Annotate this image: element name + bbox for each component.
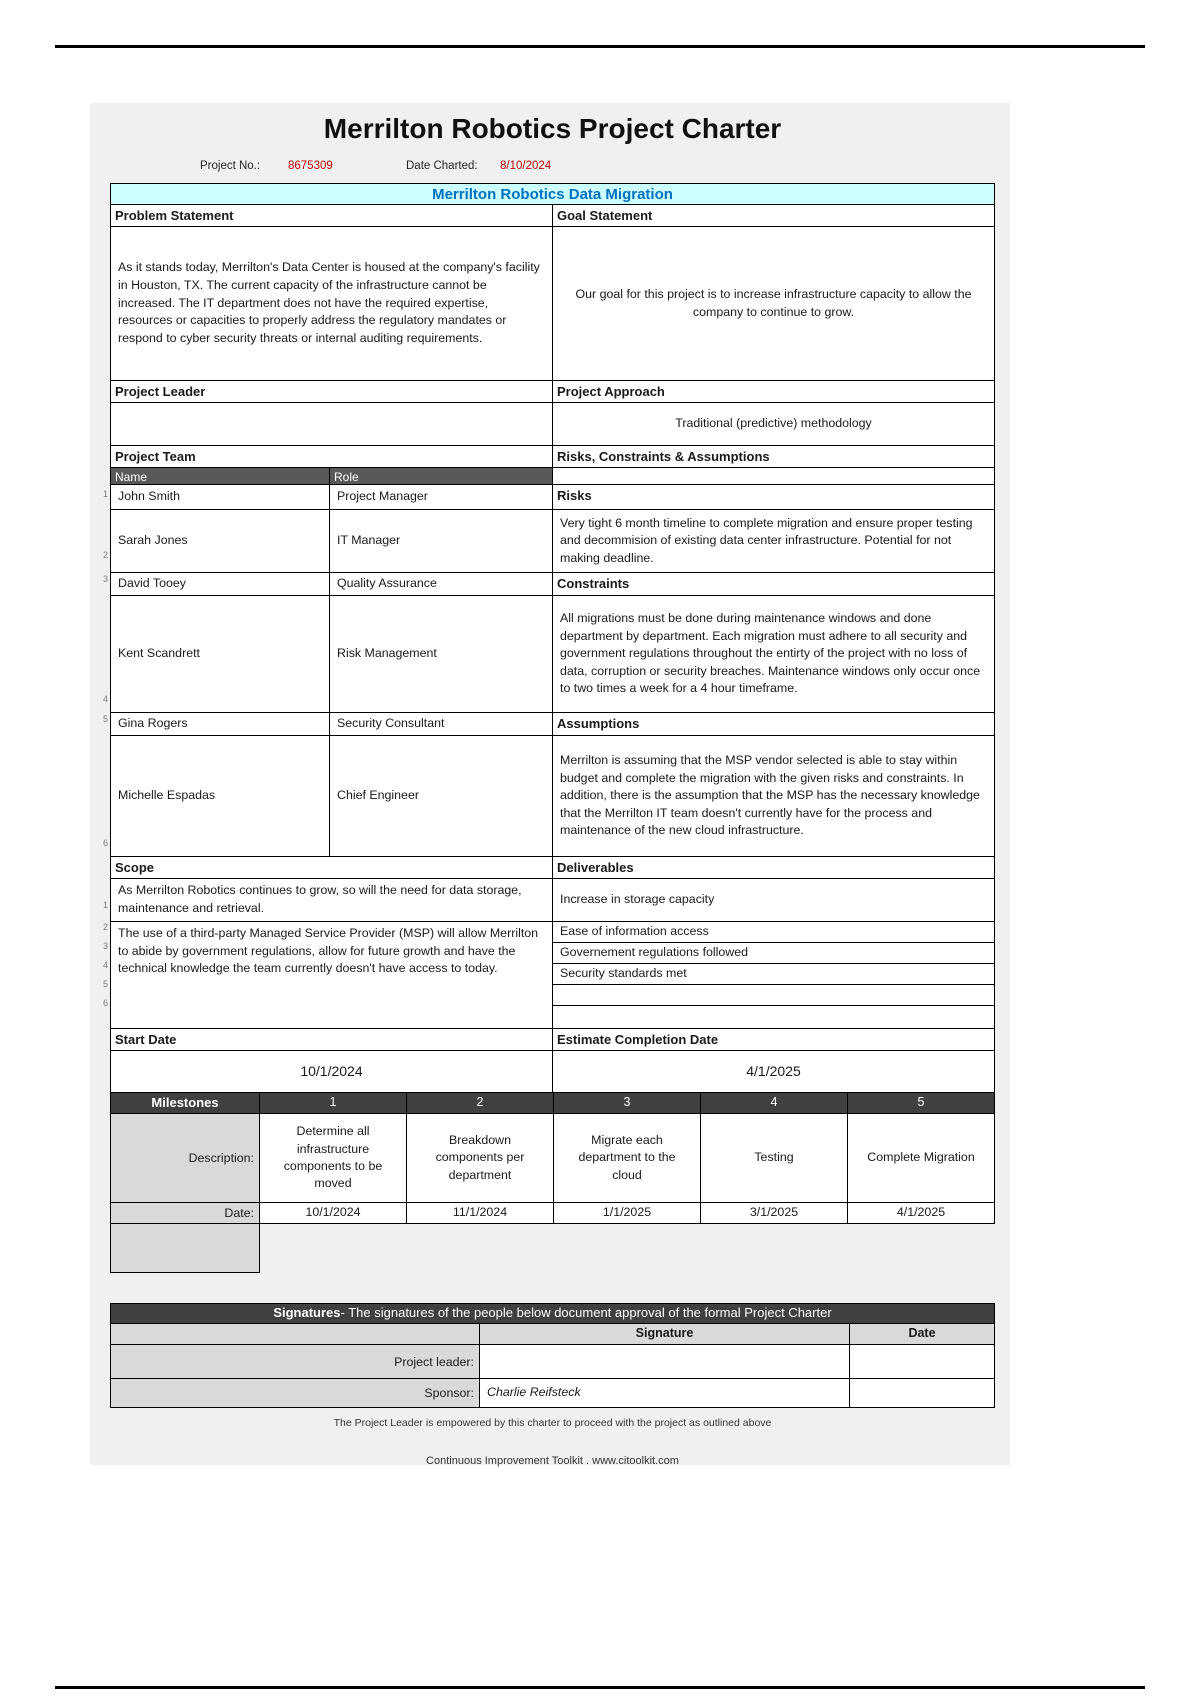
statement-content-row xyxy=(110,226,995,381)
team-rca-header-row xyxy=(110,445,995,468)
milestone-date: 10/1/2024 xyxy=(259,1202,407,1224)
charter-table xyxy=(102,183,995,1273)
leader-approach-header-row xyxy=(110,380,995,403)
signature-column-header: Signature xyxy=(479,1323,850,1345)
team-member-role: Quality Assurance xyxy=(329,572,553,596)
start-date-header: Start Date xyxy=(110,1028,553,1051)
date-label: Date: xyxy=(110,1202,260,1224)
signature-label-header-cell xyxy=(110,1323,480,1345)
team-column-header-row xyxy=(110,467,553,485)
signatures-section xyxy=(110,1303,995,1408)
meta-row xyxy=(110,158,995,178)
constraints-text: All migrations must be done during maintenance windows and done department by department. Each migration must adhere to all security and government regulations throughout the entirty of the project with no loss of data, corruption or security breaches. Maintenance windows only occur once to two times a week for a 4 hour timeframe. xyxy=(552,595,995,713)
sponsor-date-field xyxy=(849,1378,995,1408)
toolkit-footer: Continuous Improvement Toolkit . www.citoolkit.com xyxy=(426,1455,679,1467)
risks-header: Risks xyxy=(552,484,995,510)
team-rca-band xyxy=(110,467,995,857)
team-row xyxy=(110,712,553,736)
team-member-name: David Tooey xyxy=(110,572,330,596)
date-charted-value: 8/10/2024 xyxy=(500,160,552,172)
milestone-number: 1 xyxy=(259,1092,407,1114)
project-team-header: Project Team xyxy=(110,445,553,468)
banner-row xyxy=(110,183,995,205)
completion-date-header: Estimate Completion Date xyxy=(552,1028,995,1051)
team-row xyxy=(110,509,553,573)
milestone-date: 4/1/2025 xyxy=(847,1202,995,1224)
start-date-value: 10/1/2024 xyxy=(110,1050,553,1093)
team-member-name: Kent Scandrett xyxy=(110,595,330,713)
problem-statement-header: Problem Statement xyxy=(110,204,553,227)
signatures-bar-text: Signatures - The signatures of the people below document approval of the formal Project Charter xyxy=(110,1303,995,1324)
milestone-description: Testing xyxy=(700,1113,848,1203)
team-member-name: Michelle Espadas xyxy=(110,735,330,857)
row-number: 2 xyxy=(102,550,108,560)
team-col-name: Name xyxy=(110,467,330,485)
deliverable-item xyxy=(552,1005,995,1029)
date-column-header: Date xyxy=(849,1323,995,1345)
risks-text: Very tight 6 month timeline to complete migration and ensure proper testing and decommision of existing data center infrastructure. Potential for not making deadline. xyxy=(552,509,995,573)
label-column-stub xyxy=(110,1223,260,1273)
row-number: 3 xyxy=(102,941,108,951)
deliverable-item: Security standards met xyxy=(552,963,995,985)
milestone-date: 3/1/2025 xyxy=(700,1202,848,1224)
row-number: 2 xyxy=(102,922,108,932)
project-leader-date-field xyxy=(849,1344,995,1379)
scope-item: As Merrilton Robotics continues to grow, so will the need for data storage, maintenance and retrieval. xyxy=(110,878,553,922)
dates-header-row xyxy=(110,1028,995,1051)
team-row xyxy=(110,595,553,713)
constraints-header: Constraints xyxy=(552,572,995,596)
milestones-description-row xyxy=(110,1113,995,1203)
milestone-number: 2 xyxy=(406,1092,554,1114)
charter-content xyxy=(102,105,995,1467)
row-number: 4 xyxy=(102,960,108,970)
completion-date-value: 4/1/2025 xyxy=(552,1050,995,1093)
signatures-bar xyxy=(110,1303,995,1324)
team-member-role: IT Manager xyxy=(329,509,553,573)
signature-table-header-row xyxy=(110,1323,995,1345)
row-number: 1 xyxy=(102,489,108,499)
row-number: 1 xyxy=(102,900,108,910)
milestone-number: 5 xyxy=(847,1092,995,1114)
statement-header-row xyxy=(110,204,995,227)
row-number: 6 xyxy=(102,838,108,848)
row-number: 3 xyxy=(102,574,108,584)
goal-statement-text: Our goal for this project is to increase infrastructure capacity to allow the company to continue to grow. xyxy=(552,226,995,381)
rca-header: Risks, Constraints & Assumptions xyxy=(552,445,995,468)
milestone-date: 11/1/2024 xyxy=(406,1202,554,1224)
milestone-number: 4 xyxy=(700,1092,848,1114)
description-label: Description: xyxy=(110,1113,260,1203)
bottom-rule xyxy=(55,1686,1145,1689)
deliverables-column xyxy=(552,878,995,1029)
signature-row xyxy=(110,1344,995,1379)
team-table xyxy=(110,467,553,857)
milestones-bar xyxy=(110,1092,995,1114)
deliverable-item: Ease of information access xyxy=(552,921,995,943)
milestone-description: Determine all infrastructure components to be moved xyxy=(259,1113,407,1203)
team-member-name: John Smith xyxy=(110,484,330,510)
top-rule xyxy=(55,45,1145,48)
sponsor-signature-label: Sponsor: xyxy=(110,1378,480,1408)
date-charted-label: Date Charted: xyxy=(406,160,478,172)
milestone-description: Migrate each department to the cloud xyxy=(553,1113,701,1203)
team-row xyxy=(110,735,553,857)
assumptions-text: Merrilton is assuming that the MSP vendor selected is able to stay within budget and complete the migration with the given risks and constraints. In addition, there is the assumption that the MSP has the necessary knowledge that the Merrilton IT team doesn't currently have for the process and maintenance of the new cloud infrastructure. xyxy=(552,735,995,857)
charter-banner-title: Merrilton Robotics Data Migration xyxy=(110,183,995,205)
scope-deliverables-band xyxy=(110,878,995,1029)
row-number: 5 xyxy=(102,979,108,989)
project-leader-signature-label: Project leader: xyxy=(110,1344,480,1379)
deliverable-item xyxy=(552,984,995,1006)
project-approach-value: Traditional (predictive) methodology xyxy=(552,402,995,446)
deliverable-item: Increase in storage capacity xyxy=(552,878,995,922)
assumptions-header: Assumptions xyxy=(552,712,995,736)
milestone-number: 3 xyxy=(553,1092,701,1114)
signature-row xyxy=(110,1378,995,1408)
scope-column xyxy=(110,878,553,1029)
label-column-stub-row xyxy=(110,1223,995,1273)
problem-statement-text: As it stands today, Merrilton's Data Center is housed at the company's facility in Houston, TX. The current capacity of the infrastructure cannot be increased. The IT department does not have the required expertise, resources or capacities to properly address the regulatory mandates or respond to cyber security threats or internal auditing requirements. xyxy=(110,226,553,381)
team-member-name: Sarah Jones xyxy=(110,509,330,573)
row-number: 5 xyxy=(102,714,108,724)
milestones-date-row xyxy=(110,1202,995,1224)
page-title: Merrilton Robotics Project Charter xyxy=(323,113,782,144)
scope-deliverables-header-row xyxy=(110,856,995,879)
rca-column xyxy=(552,467,995,857)
milestones-label: Milestones xyxy=(110,1092,260,1114)
team-member-role: Project Manager xyxy=(329,484,553,510)
leader-approach-value-row xyxy=(110,402,995,446)
project-leader-signature-field xyxy=(479,1344,850,1379)
team-member-role: Security Consultant xyxy=(329,712,553,736)
scope-item: The use of a third-party Managed Service Provider (MSP) will allow Merrilton to abide by government regulations, allow for future growth and have the technical knowledge the team currently doesn't have access to today. xyxy=(110,921,553,1029)
team-member-name: Gina Rogers xyxy=(110,712,330,736)
goal-statement-header: Goal Statement xyxy=(552,204,995,227)
row-number: 4 xyxy=(102,694,108,704)
milestone-date: 1/1/2025 xyxy=(553,1202,701,1224)
deliverable-item: Governement regulations followed xyxy=(552,942,995,964)
project-leader-value xyxy=(110,402,553,446)
project-leader-header: Project Leader xyxy=(110,380,553,403)
row-number: 6 xyxy=(102,998,108,1008)
deliverables-header: Deliverables xyxy=(552,856,995,879)
project-no-value: 8675309 xyxy=(288,160,333,172)
team-col-role: Role xyxy=(329,467,553,485)
charter-footer-note: The Project Leader is empowered by this charter to proceed with the project as outlined above xyxy=(333,1417,772,1429)
scope-header: Scope xyxy=(110,856,553,879)
milestone-description: Breakdown components per department xyxy=(406,1113,554,1203)
team-member-role: Risk Management xyxy=(329,595,553,713)
team-row xyxy=(110,572,553,596)
project-approach-header: Project Approach xyxy=(552,380,995,403)
rca-spacer-cell xyxy=(552,467,995,485)
project-no-label: Project No.: xyxy=(200,160,261,172)
team-member-role: Chief Engineer xyxy=(329,735,553,857)
dates-value-row xyxy=(110,1050,995,1093)
milestone-description: Complete Migration xyxy=(847,1113,995,1203)
sponsor-signature-field: Charlie Reifsteck xyxy=(479,1378,850,1408)
team-row xyxy=(110,484,553,510)
